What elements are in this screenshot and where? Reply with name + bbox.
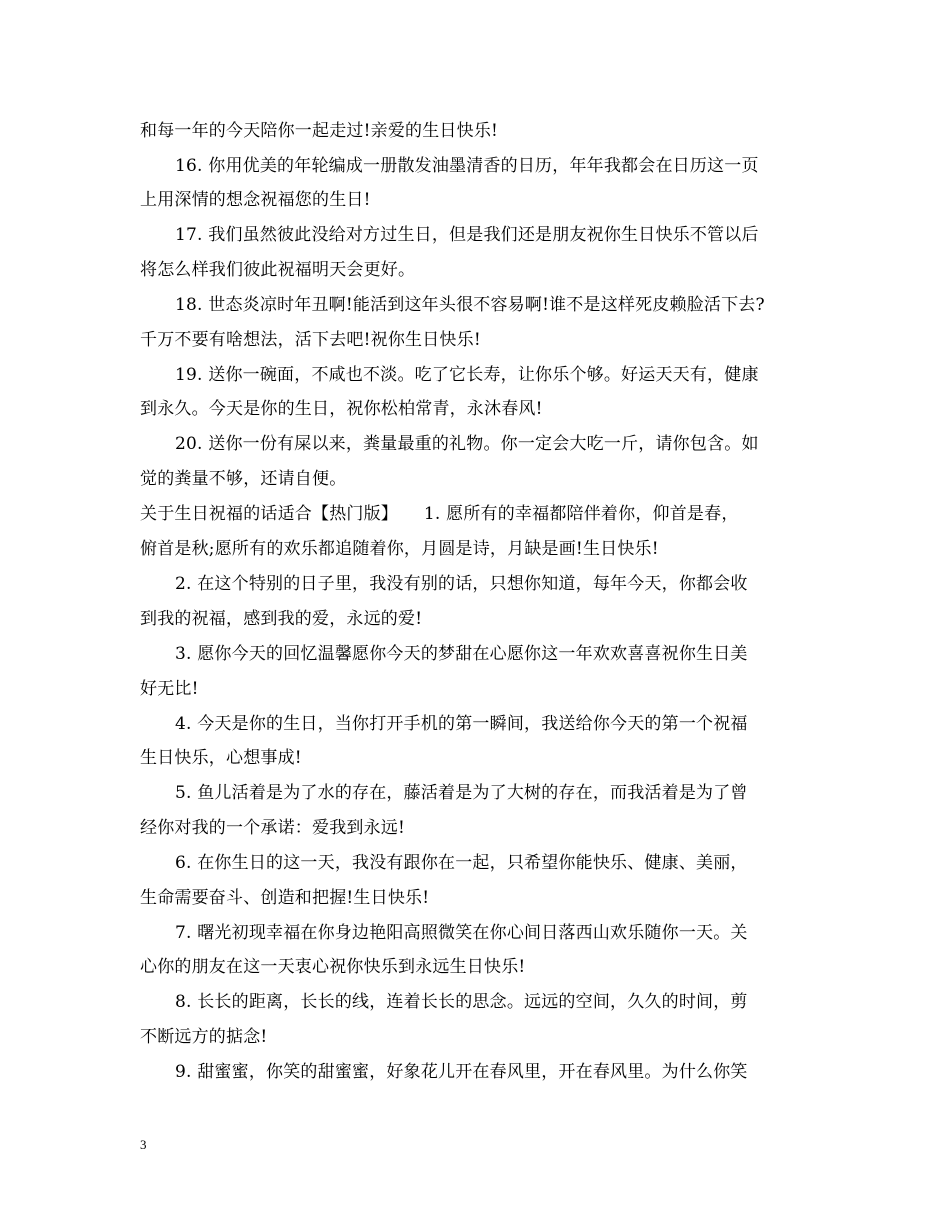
text-line: 不断远方的掂念! [140,1027,268,1047]
text-line: 2. 在这个特别的日子里，我没有别的话，只想你知道，每年今天，你都会收 [175,574,748,594]
text-line: 4. 今天是你的生日，当你打开手机的第一瞬间，我送给你今天的第一个祝福 [175,714,748,734]
text-line: 经你对我的一个承诺：爱我到永远! [140,818,406,838]
text-line: 上用深情的想念祝福您的生日! [140,190,371,210]
text-line: 和每一年的今天陪你一起走过!亲爱的生日快乐! [140,121,499,141]
text-line: 觉的粪量不够，还请自便。 [140,469,347,489]
text-line: 16. 你用优美的年轮编成一册散发油墨清香的日历，年年我都会在日历这一页 [175,156,759,176]
text-line: 好无比! [140,679,199,699]
text-line: 9. 甜蜜蜜，你笑的甜蜜蜜，好象花儿开在春风里，开在春风里。为什么你笑 [175,1062,748,1082]
text-line: 俯首是秋;愿所有的欢乐都追随着你，月圆是诗，月缺是画!生日快乐! [140,539,659,559]
text-line: 19. 送你一碗面，不咸也不淡。吃了它长寿，让你乐个够。好运天天有，健康 [175,365,759,385]
text-line: 生日快乐，心想事成! [140,748,302,768]
text-line: 千万不要有啥想法，活下去吧!祝你生日快乐! [140,330,481,350]
text-line: 到永久。今天是你的生日，祝你松柏常青，永沐春风! [140,399,543,419]
text-line: 20. 送你一份有屎以来，粪量最重的礼物。你一定会大吃一斤，请你包含。如 [175,434,759,454]
text-line: 17. 我们虽然彼此没给对方过生日，但是我们还是朋友祝你生日快乐不管以后 [175,225,759,245]
text-line: 心你的朋友在这一天衷心祝你快乐到永远生日快乐! [140,957,526,977]
text-line: 将怎么样我们彼此祝福明天会更好。 [140,260,416,280]
page-number: 3 [140,1137,147,1152]
text-line: 生命需要奋斗、创造和把握!生日快乐! [140,888,430,908]
text-line: 到我的祝福，感到我的爱，永远的爱! [140,609,423,629]
text-line: 7. 曙光初现幸福在你身边艳阳高照微笑在你心间日落西山欢乐随你一天。关 [175,923,748,943]
text-line: 18. 世态炎凉时年丑啊!能活到这年头很不容易啊!谁不是这样死皮赖脸活下去? [175,295,765,315]
text-line: 5. 鱼儿活着是为了水的存在，藤活着是为了大树的存在，而我活着是为了曾 [175,783,748,803]
text-line: 8. 长长的距离，长长的线，连着长长的思念。远远的空间，久久的时间，剪 [175,992,748,1012]
text-line: 6. 在你生日的这一天，我没有跟你在一起，只希望你能快乐、健康、美丽， [175,853,748,873]
section-heading-line: 关于生日祝福的话适合【热门版】 1. 愿所有的幸福都陪伴着你，仰首是春， [140,504,739,524]
text-line: 3. 愿你今天的回忆温馨愿你今天的梦甜在心愿你这一年欢欢喜喜祝你生日美 [175,644,748,664]
